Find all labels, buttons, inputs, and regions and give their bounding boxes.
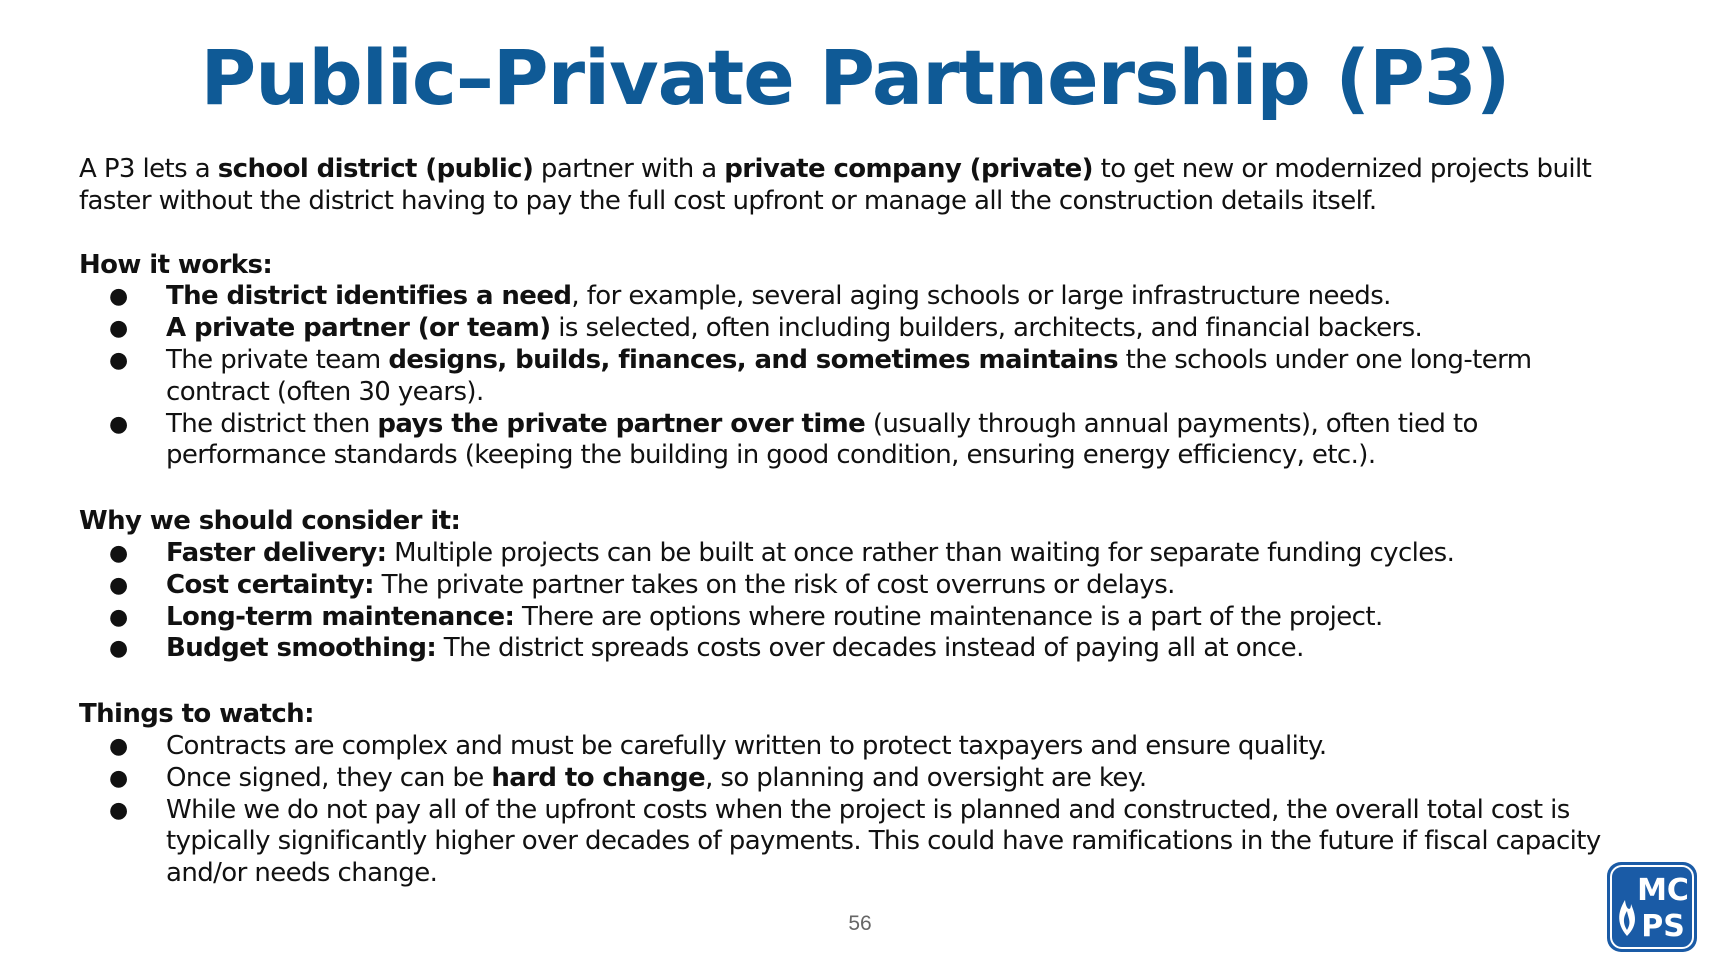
list-item [79, 795, 1639, 890]
item-text: the schools under one long-term contract (often 30 years). [166, 344, 1532, 407]
bullet-icon: ● [109, 604, 128, 630]
bullet-icon: ● [109, 540, 128, 566]
list-item [79, 731, 1639, 763]
bullet-icon: ● [109, 797, 128, 823]
logo-text-bottom: PS [1641, 909, 1685, 944]
item-pre: The district then [166, 408, 378, 439]
item-text: There are options where routine maintenance is a part of the project. [514, 601, 1383, 632]
bullet-icon: ● [109, 316, 128, 342]
item-pre: Once signed, they can be [166, 762, 492, 793]
bullet-icon: ● [109, 572, 128, 598]
slide-title: Public–Private Partnership (P3) [200, 33, 1510, 122]
item-text: The district spreads costs over decades instead of paying all at once. [436, 633, 1304, 664]
item-bold: Faster delivery: [166, 537, 387, 568]
bullet-icon: ● [109, 411, 128, 437]
item-text: Contracts are complex and must be carefully written to protect taxpayers and ensure quality. [166, 730, 1327, 761]
item-text: , for example, several aging schools or large infrastructure needs. [571, 281, 1391, 312]
item-text: The private partner takes on the risk of cost overruns or delays. [373, 569, 1175, 600]
bullet-icon: ● [109, 765, 128, 791]
bullet-icon: ● [109, 347, 128, 373]
item-bold: hard to change [491, 762, 706, 793]
list-item [79, 538, 1639, 570]
intro-bold-2: private company (private) [724, 154, 1093, 184]
list-item [79, 602, 1639, 634]
page-number: 56 [848, 912, 872, 935]
item-bold: designs, builds, finances, and sometimes maintains [388, 344, 1118, 375]
list-item [79, 763, 1639, 795]
item-text: , so planning and oversight are key. [705, 762, 1147, 793]
intro-text-3: to get new or modernized projects built faster without the district having to pay the full cost upfront or manage all the construction details itself. [79, 154, 1592, 216]
list-item [79, 633, 1639, 665]
item-text: Multiple projects can be built at once rather than waiting for separate funding cycles. [386, 537, 1455, 568]
list-item [79, 570, 1639, 602]
how-it-works-heading: How it works: [79, 249, 273, 280]
how-it-works-list [79, 281, 1639, 472]
list-item [79, 281, 1639, 313]
intro-paragraph [79, 154, 1639, 218]
bullet-icon: ● [109, 733, 128, 759]
list-item [79, 345, 1639, 409]
item-text: is selected, often including builders, architects, and financial backers. [550, 313, 1423, 344]
item-text: While we do not pay all of the upfront costs when the project is planned and constructed, the overall total cost is typically significantly higher over decades of payments. This could have ramifications in the future if fiscal capacity and/or needs change. [166, 794, 1601, 889]
intro-text-1: A P3 lets a [79, 154, 218, 184]
logo-text-top: MC [1637, 873, 1689, 908]
item-bold: The district identifies a need [166, 281, 572, 312]
mcps-logo [1605, 860, 1699, 954]
bullet-icon: ● [109, 636, 128, 662]
list-item [79, 409, 1639, 473]
things-to-watch-list [79, 731, 1639, 890]
item-text: (usually through annual payments), often tied to performance standards (keeping the building in good condition, ensuring energy efficiency, etc.). [166, 408, 1478, 471]
intro-bold-1: school district (public) [217, 154, 534, 184]
list-item [79, 313, 1639, 345]
intro-text-2: partner with a [533, 154, 725, 184]
why-consider-list [79, 538, 1639, 665]
item-bold: pays the private partner over time [377, 408, 866, 439]
things-to-watch-heading: Things to watch: [79, 699, 314, 730]
bullet-icon: ● [109, 284, 128, 310]
item-bold: Budget smoothing: [166, 633, 437, 664]
item-bold: Cost certainty: [166, 569, 374, 600]
item-bold: Long-term maintenance: [166, 601, 515, 632]
why-consider-heading: Why we should consider it: [79, 506, 461, 537]
item-bold: A private partner (or team) [166, 313, 551, 344]
item-pre: The private team [166, 344, 389, 375]
slide-content [79, 154, 1639, 924]
